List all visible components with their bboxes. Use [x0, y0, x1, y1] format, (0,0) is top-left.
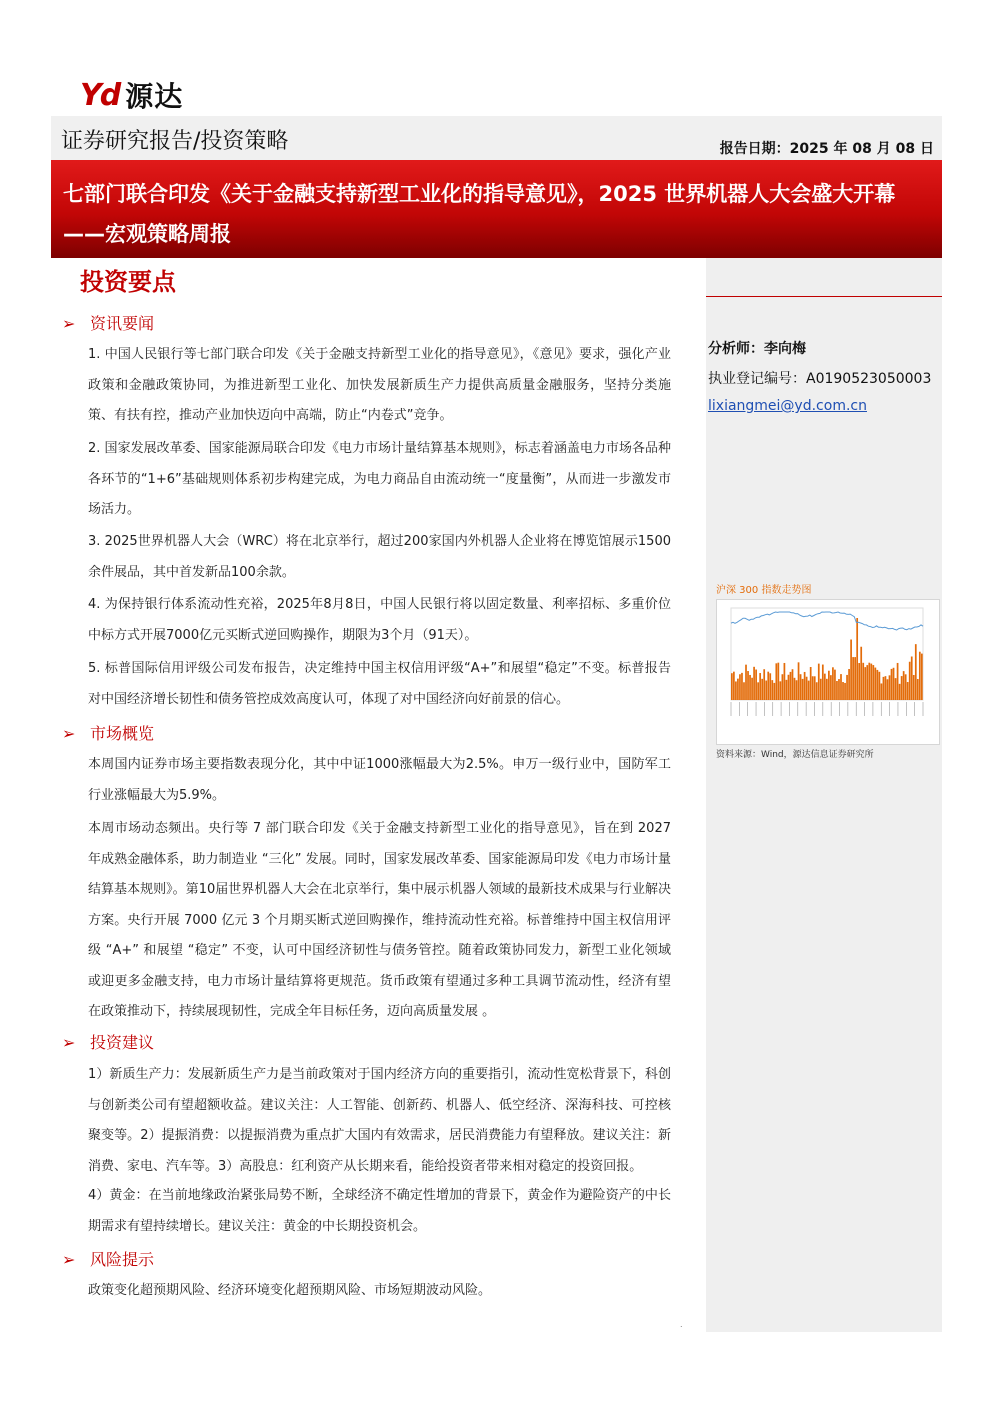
brand-logo: [80, 78, 183, 112]
section-title: 资讯要闻: [90, 314, 155, 333]
logo-mark: Yd: [80, 77, 120, 113]
volume-bar: [885, 676, 887, 700]
volume-bar: [883, 677, 885, 700]
volume-bar: [773, 683, 775, 700]
index-chart-image: [717, 600, 939, 744]
volume-bar: [846, 675, 848, 700]
volume-bar: [832, 667, 834, 700]
volume-bar: [840, 674, 842, 700]
report-type: 证券研究报告/投资策略: [61, 129, 289, 154]
volume-bar: [913, 675, 915, 700]
volume-bar: [806, 677, 808, 700]
volume-bar: [810, 667, 812, 700]
volume-bar: [828, 671, 830, 700]
volume-bar: [919, 652, 921, 700]
volume-bar: [735, 681, 737, 700]
volume-bar: [731, 673, 733, 700]
volume-bar: [889, 675, 891, 700]
sidebar-divider: [706, 296, 942, 297]
volume-bar: [911, 657, 913, 701]
volume-bar: [777, 663, 779, 700]
news-paragraph: 2. 国家发展改革委、国家能源局联合印发《电力市场计量结算基本规则》，标志着涵盖电力市场各品种各环节的“1+6”基础规则体系初步构建完成，为电力商品自由流动统一“度量衡”，从而进一步激发市场活力。: [88, 441, 671, 517]
volume-bar: [903, 671, 905, 700]
volume-bar: [868, 663, 870, 700]
volume-bar: [887, 679, 889, 700]
volume-bar: [866, 665, 868, 700]
chart-source: 资料来源：Wind，源达信息证券研究所: [716, 750, 874, 760]
license-number: 执业登记编号：A0190523050003: [708, 371, 932, 387]
section-heading-market: [62, 721, 154, 744]
volume-bar: [834, 670, 836, 700]
volume-bar: [822, 665, 824, 700]
volume-bar: [733, 672, 735, 700]
volume-bar: [830, 675, 832, 700]
volume-bar: [788, 675, 790, 700]
news-paragraph: 4. 为保持银行体系流动性充裕，2025年8月8日，中国人民银行将以固定数量、利率招标、多重价位中标方式开展7000亿元买断式逆回购操作，期限为3个月（91天）。: [88, 597, 671, 643]
volume-bar: [745, 665, 747, 700]
volume-bar: [790, 672, 792, 700]
title-banner: [51, 160, 942, 258]
volume-bar: [739, 674, 741, 700]
index-line: [731, 612, 923, 630]
arrow-bullet-icon: ➢: [62, 1033, 76, 1052]
volume-bar: [747, 671, 749, 700]
volume-bar: [808, 681, 810, 700]
advice-paragraph: 1）新质生产力：发展新质生产力是当前政策对于国内经济方向的重要指引，流动性宽松背景下，科创与创新类公司有望超额收益。建议关注：人工智能、创新药、机器人、低空经济、深海科技、可控核聚变等。2）提振消费：以提振消费为重点扩大国内有效需求，居民消费能力有望释放。建议关注：新消费、家电、汽车等。3）高股息：红利资产从长期来看，能给投资者带来相对稳定的投资回报。: [88, 1067, 671, 1174]
advice-paragraph: 4）黄金：在当前地缘政治紧张局势不断，全球经济不确定性增加的背景下，黄金作为避险资产的中长期需求有望持续增长。建议关注：黄金的中长期投资机会。: [88, 1188, 671, 1234]
volume-bar: [820, 679, 822, 700]
section-heading-news: [62, 311, 154, 334]
volume-bar: [763, 669, 765, 700]
volume-bar: [872, 665, 874, 700]
volume-bar: [775, 663, 777, 700]
volume-bar: [751, 678, 753, 700]
volume-bar: [836, 681, 838, 700]
arrow-bullet-icon: ➢: [62, 724, 76, 743]
volume-bar: [909, 662, 911, 700]
volume-bar: [905, 674, 907, 700]
main-heading: 投资要点: [80, 268, 176, 296]
news-paragraph: 3. 2025世界机器人大会（WRC）将在北京举行，超过200家国内外机器人企业将在博览馆展示1500余件展品，其中首发新品100余款。: [88, 534, 671, 580]
volume-bar: [759, 673, 761, 700]
volume-bar: [798, 662, 800, 700]
volume-bar: [753, 667, 755, 700]
volume-bar: [899, 684, 901, 700]
volume-bar: [854, 657, 856, 700]
report-title: 七部门联合印发《关于金融支持新型工业化的指导意见》，2025 世界机器人大会盛大开幕——宏观策略周报: [63, 182, 896, 246]
volume-bar: [881, 683, 883, 700]
volume-bar: [897, 663, 899, 700]
volume-bar: [769, 673, 771, 700]
volume-bar: [842, 682, 844, 700]
volume-bar: [802, 679, 804, 700]
volume-bar: [921, 654, 923, 700]
analyst-email-link[interactable]: lixiangmei@yd.com.cn: [708, 398, 867, 414]
news-paragraph: 1. 中国人民银行等七部门联合印发《关于金融支持新型工业化的指导意见》，《意见》要求，强化产业政策和金融政策协同，为推进新型工业化、加快发展新质生产力提供高质量金融服务，坚持分类施策、有扶有控，推动产业加快迈向中高端，防止“内卷式”竞争。: [88, 347, 671, 423]
volume-bar: [818, 664, 820, 700]
volume-bar: [743, 682, 745, 700]
volume-bar: [814, 676, 816, 700]
volume-bar: [860, 647, 862, 700]
volume-bar: [901, 676, 903, 700]
volume-bar: [767, 672, 769, 700]
volume-bar: [870, 664, 872, 700]
volume-bar: [895, 678, 897, 700]
volume-bar: [780, 681, 782, 700]
section-title: 投资建议: [90, 1033, 155, 1052]
market-paragraph: 本周市场动态频出。央行等 7 部门联合印发《关于金融支持新型工业化的指导意见》，旨在到 2027 年成熟金融体系，助力制造业 “三化” 发展。同时，国家发展改革委、国家能源局印发《电力市场计量结算基本规则》。第10届世界机器人大会在北京举行，集中展示机器人领域的最新技术成果与行业解决方案。央行开展 7000 亿元 3 个月期买断式逆回购操作，维持流动性充裕。标普维持中国主权信用评级 “A+” 和展望 “稳定” 不变，认可中国经济韧性与债务管控。随着政策协同发力，新型工业化领域或迎更多金融支持，电力市场计量结算将更规范。货币政策有望通过多种工具调节流动性，经济有望在政策推动下，持续展现韧性，完成全年目标任务，迈向高质量发展 。: [88, 821, 671, 1019]
volume-bar: [771, 680, 773, 700]
volume-bar: [749, 675, 751, 700]
chart-title: 沪深 300 指数走势图: [716, 585, 812, 596]
volume-bar: [782, 674, 784, 700]
volume-bar: [877, 670, 879, 700]
volume-bar: [794, 678, 796, 700]
volume-bar: [862, 663, 864, 700]
volume-bar: [858, 663, 860, 700]
volume-bar: [737, 679, 739, 700]
section-title: 市场概览: [90, 724, 155, 743]
volume-bar: [852, 657, 854, 700]
section-title: 风险提示: [90, 1250, 155, 1269]
index-chart: [716, 599, 940, 745]
volume-bar: [786, 680, 788, 700]
volume-bar: [765, 681, 767, 700]
volume-bar: [917, 679, 919, 700]
volume-bar: [824, 674, 826, 700]
volume-bar: [761, 679, 763, 700]
report-type-bar: [51, 116, 942, 160]
logo-text: 源达: [125, 80, 184, 113]
volume-bar: [856, 618, 858, 700]
volume-bar: [891, 669, 893, 700]
report-date: 报告日期：2025 年 08 月 08 日: [719, 141, 934, 157]
volume-bar: [792, 669, 794, 700]
page-mark: .: [680, 1320, 683, 1329]
risk-paragraph: 政策变化超预期风险、经济环境变化超预期风险、市场短期波动风险。: [88, 1283, 492, 1298]
volume-bar: [784, 663, 786, 700]
volume-bar: [838, 679, 840, 700]
volume-bar: [757, 682, 759, 700]
volume-bar: [812, 676, 814, 700]
volume-bar: [755, 670, 757, 700]
sidebar: [706, 258, 942, 1332]
volume-bar: [844, 683, 846, 700]
section-heading-advice: [62, 1030, 154, 1053]
volume-bar: [848, 669, 850, 700]
volume-bar: [879, 672, 881, 700]
market-paragraph: 本周国内证券市场主要指数表现分化，其中中证1000涨幅最大为2.5%。申万一级行业中，国防军工行业涨幅最大为5.9%。: [88, 757, 671, 803]
analyst-name: 分析师：李向梅: [708, 341, 806, 357]
volume-bar: [796, 680, 798, 700]
volume-bar: [816, 682, 818, 700]
arrow-bullet-icon: ➢: [62, 314, 76, 333]
volume-bar: [850, 640, 852, 700]
volume-bar: [800, 674, 802, 700]
volume-bar: [804, 672, 806, 700]
volume-bar: [915, 644, 917, 700]
section-heading-risk: [62, 1247, 154, 1270]
volume-bar: [826, 679, 828, 700]
volume-bar: [893, 668, 895, 700]
volume-bar: [741, 673, 743, 700]
volume-bar: [874, 668, 876, 700]
volume-bar: [907, 682, 909, 700]
volume-bar: [864, 667, 866, 700]
news-paragraph: 5. 标普国际信用评级公司发布报告，决定维持中国主权信用评级“A+”和展望“稳定”不变。标普报告对中国经济增长韧性和债务管控成效高度认可，体现了对中国经济向好前景的信心。: [88, 661, 671, 707]
arrow-bullet-icon: ➢: [62, 1250, 76, 1269]
